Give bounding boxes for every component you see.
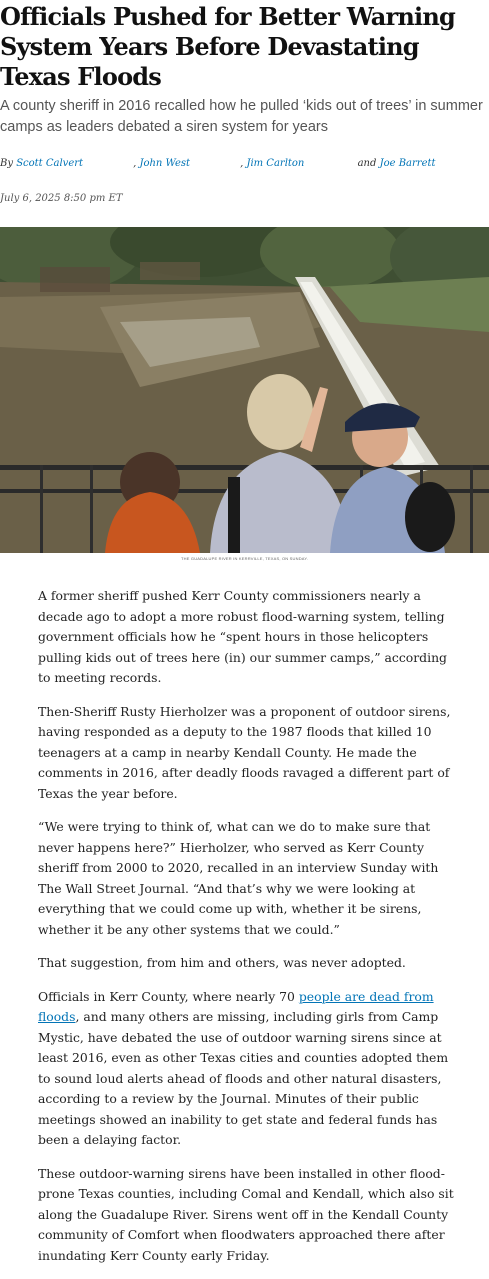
paragraph: That suggestion, from him and others, was never adopted. — [38, 955, 406, 970]
byline — [0, 158, 489, 169]
article-photo — [0, 227, 489, 553]
paragraph-text: Officials in Kerr County, where nearly 70 — [38, 988, 299, 1004]
river-photo-illustration — [0, 227, 489, 553]
photo-caption: THE GUADALUPE RIVER IN KERRVILLE, TEXAS, ON SUNDAY. — [180, 556, 309, 561]
paragraph: “We were trying to think of, what can we do to make sure that never happens here?” Hierholzer, who served as Kerr County sheriff from 2000 to 2020, recalled in an interview Sunday with The Wall Street Journal. “And that’s why we were looking at everything that we could come up with, whether it be sirens, whether it be any other systems that we could.” — [38, 819, 439, 937]
dek-summary: A county sheriff in 2016 recalled how he pulled ‘kids out of trees’ in summer camps as leaders debated a siren system for years — [0, 98, 483, 135]
author-link[interactable]: John West — [139, 158, 191, 169]
byline-separator: , — [133, 158, 137, 169]
paragraph: Then-Sheriff Rusty Hierholzer was a proponent of outdoor sirens, having responded as a deputy to the 1987 floods that killed 10 teenagers at a camp in nearby Kendall County. He made the comments in 2016, after deadly floods ravaged a different part of Texas the year before. — [38, 703, 451, 801]
article-body — [38, 586, 454, 1279]
paragraph-with-link — [38, 987, 454, 1151]
paragraph: These outdoor-warning sirens have been installed in other flood-prone Texas counties, including Comal and Kendall, which also sit along the Guadalupe River. Sirens went off in the Kendall County community of Comfort when floodwaters approached there after inundating Kerr County early Friday. — [38, 1165, 454, 1263]
author-link[interactable]: Scott Calvert — [16, 158, 84, 169]
headline: Officials Pushed for Better Warning System Years Before Devastating Texas Floods — [0, 2, 455, 91]
floods-coverage-link[interactable]: people are dead from floods — [38, 988, 434, 1024]
paragraph: A former sheriff pushed Kerr County commissioners nearly a decade ago to adopt a more robust flood-warning system, telling government officials how he “spent hours in those helicopters pulling kids out of trees here (in) our summer camps,” according to meeting records. — [38, 588, 447, 685]
paragraph-text: , and many others are missing, including girls from Camp Mystic, have debated the use of outdoor warning sirens since at least 2016, even as other Texas cities and counties adopted them to sound loud alerts ahead of floods and other natural disasters, according to a review by the Journal. Minutes of their public meetings showed an inability to get state and federal funds has been a delaying factor. — [38, 1009, 449, 1147]
byline-prefix: By — [0, 158, 13, 169]
publish-timestamp: July 6, 2025 8:50 pm ET — [0, 193, 123, 204]
byline-separator: , — [240, 158, 244, 169]
author-link[interactable]: Joe Barrett — [379, 158, 436, 169]
byline-conjunction: and — [357, 158, 377, 169]
author-link[interactable]: Jim Carlton — [246, 158, 305, 169]
